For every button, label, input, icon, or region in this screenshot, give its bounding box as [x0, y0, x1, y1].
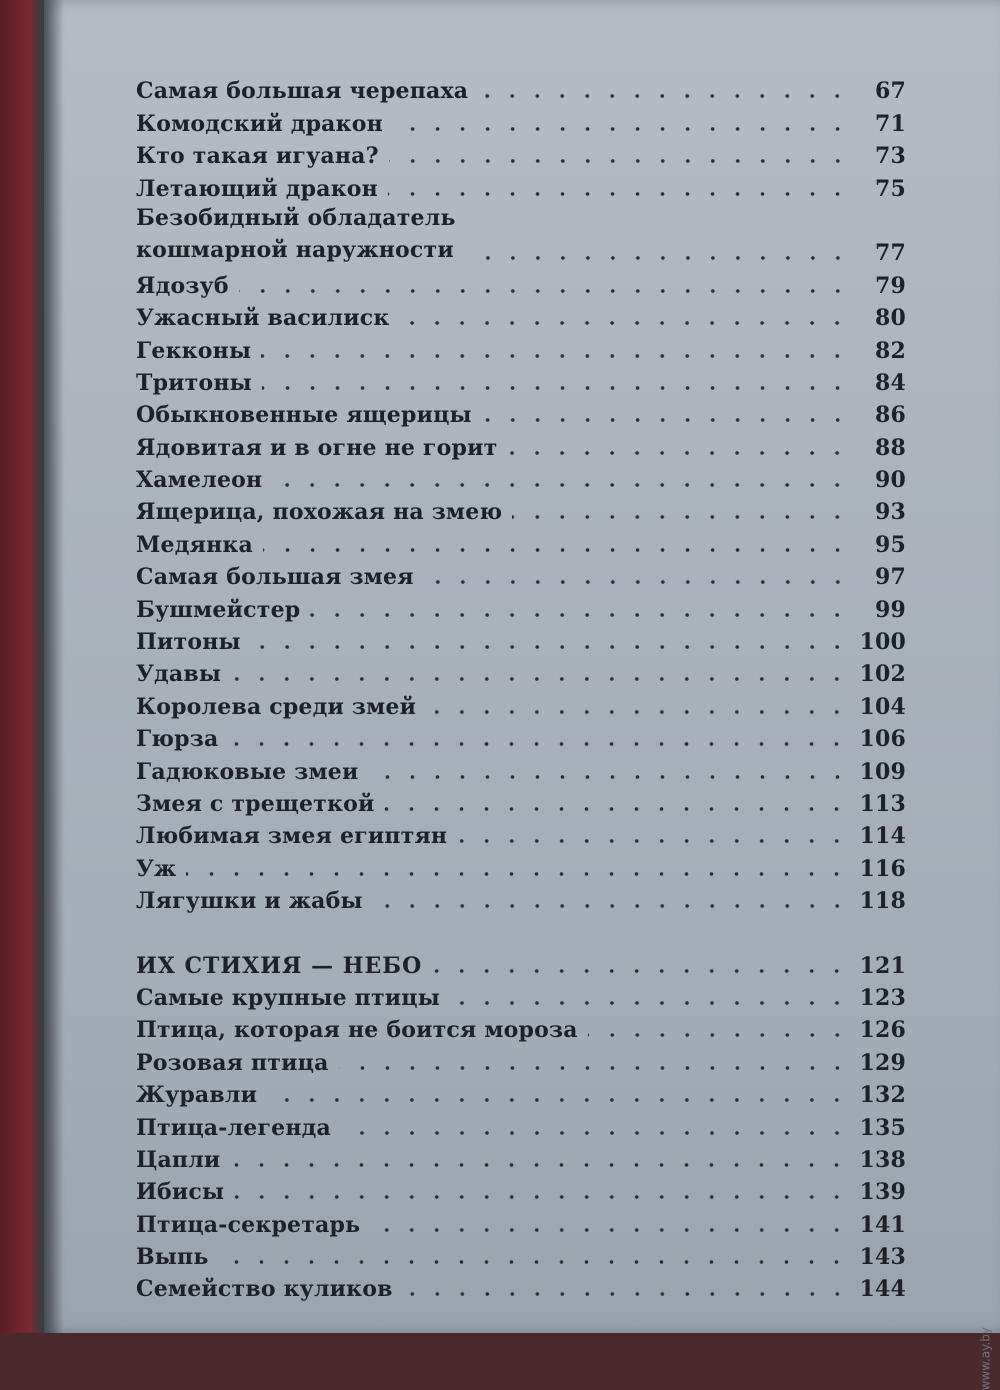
dot-leader: [218, 1260, 849, 1264]
toc-entry-title: Журавли: [136, 1082, 258, 1109]
toc-page-number: 97: [874, 564, 906, 591]
toc-section: [136, 72, 906, 914]
toc-entry-title: Ужасный василиск: [136, 305, 390, 332]
toc-entry-title: Хамелеон: [136, 467, 263, 494]
toc-entry-title: Питоны: [136, 629, 241, 656]
dot-leader: [230, 1163, 849, 1167]
dot-leader: [369, 775, 850, 779]
toc-page-number: 129: [859, 1049, 906, 1076]
dot-leader: [186, 872, 849, 876]
toc-page-number: 90: [874, 467, 906, 494]
dot-leader: [424, 580, 850, 584]
dot-leader: [450, 1001, 849, 1005]
toc-page-number: 100: [859, 629, 906, 656]
toc-entry: [136, 655, 906, 687]
dot-leader: [310, 613, 850, 617]
dot-leader: [403, 1292, 850, 1296]
toc-entry: [136, 979, 906, 1011]
toc-entry-title: Цапли: [136, 1146, 221, 1173]
toc-entry-title: Тритоны: [136, 369, 252, 396]
toc-entry-title: Гекконы: [136, 337, 252, 364]
dot-leader: [370, 1228, 849, 1232]
toc-page-number: 135: [859, 1114, 906, 1141]
dot-leader: [231, 677, 849, 681]
toc-entry: [136, 266, 906, 298]
toc-entry: [136, 525, 906, 557]
toc-entry-title: Королева среди змей: [136, 693, 417, 720]
dot-leader: [251, 645, 850, 649]
toc-entry-title: Удавы: [136, 661, 222, 688]
toc-entry-title: Самая большая черепаха: [136, 78, 469, 105]
dot-leader: [272, 483, 850, 487]
toc-entry: [136, 882, 906, 914]
watermark: www.ay.by: [978, 1327, 992, 1390]
toc-entry-title: Розовая птица: [136, 1049, 329, 1076]
toc-page-number: 118: [859, 888, 906, 915]
toc-entry: [136, 1173, 906, 1205]
dot-leader: [263, 548, 850, 552]
toc-page-number: 126: [859, 1017, 906, 1044]
toc-page-number: 79: [874, 272, 906, 299]
page-edge-shadow: [44, 0, 64, 1333]
dot-leader: [389, 159, 850, 163]
toc-page-number: 102: [859, 661, 906, 688]
toc-entry-title: Ибисы: [136, 1179, 225, 1206]
toc-entry-title-line: кошмарной наружности: [136, 236, 454, 263]
table-of-contents: [136, 72, 906, 1302]
dot-leader: [588, 1033, 850, 1037]
dot-leader: [384, 807, 849, 811]
toc-entry: [136, 1108, 906, 1140]
toc-entry: [136, 1043, 906, 1075]
toc-page-number: 84: [874, 369, 906, 396]
dot-leader: [466, 256, 850, 260]
toc-entry: [136, 752, 906, 784]
toc-entry: [136, 169, 906, 201]
dot-leader: [432, 969, 849, 973]
toc-entry: [136, 590, 906, 622]
dot-leader: [393, 127, 850, 131]
toc-entry: [136, 1076, 906, 1108]
toc-entry: [136, 137, 906, 169]
toc-entry-title: ИХ СТИХИЯ — НЕБО: [136, 952, 423, 979]
toc-entry-title: Ящерица, похожая на змею: [136, 499, 503, 526]
toc-entry-title: Ядовитая и в огне не горит: [136, 434, 498, 461]
toc-page-number: 141: [859, 1211, 906, 1238]
toc-entry-title: Кто такая игуана?: [136, 143, 379, 170]
toc-entry: [136, 202, 906, 267]
toc-page-number: 77: [874, 240, 906, 267]
toc-page-number: 143: [859, 1244, 906, 1271]
toc-entry: [136, 1238, 906, 1270]
toc-page-number: 104: [859, 693, 906, 720]
toc-entry-title: Любимая змея египтян: [136, 823, 448, 850]
dot-leader: [399, 321, 850, 325]
toc-entry: [136, 493, 906, 525]
toc-page-number: 88: [874, 434, 906, 461]
toc-entry-title: Ядозуб: [136, 272, 229, 299]
toc-entry: [136, 364, 906, 396]
toc-entry-title: Самая большая змея: [136, 564, 414, 591]
toc-entry: [136, 1011, 906, 1043]
dot-leader: [512, 515, 850, 519]
toc-entry: [136, 1141, 906, 1173]
toc-entry: [136, 1270, 906, 1302]
toc-entry-title: Самые крупные птицы: [136, 984, 441, 1011]
dot-leader: [478, 94, 850, 98]
dot-leader: [373, 904, 850, 908]
dot-leader: [507, 451, 850, 455]
dot-leader: [339, 1066, 850, 1070]
dot-leader: [239, 289, 850, 293]
toc-page-number: 139: [859, 1179, 906, 1206]
toc-page-number: 75: [874, 175, 906, 202]
toc-entry-title: Медянка: [136, 531, 253, 558]
toc-page-number: 99: [874, 596, 906, 623]
dot-leader: [426, 710, 849, 714]
toc-page-number: 67: [874, 78, 906, 105]
toc-page-number: 116: [859, 855, 906, 882]
toc-entry-title: Змея с трещеткой: [136, 791, 375, 817]
toc-entry: [136, 817, 906, 849]
dot-leader: [457, 839, 849, 843]
toc-page-number: 93: [874, 499, 906, 526]
toc-section: [136, 946, 906, 1302]
toc-entry-title: Птица, которая не боится мороза: [136, 1017, 578, 1044]
toc-entry: [136, 72, 906, 104]
toc-page-number: 95: [874, 531, 906, 558]
toc-page-number: 132: [859, 1082, 906, 1109]
toc-entry: [136, 687, 906, 719]
toc-page-number: 86: [874, 402, 906, 429]
toc-page-number: 144: [859, 1276, 906, 1303]
toc-entry-title: [136, 202, 456, 267]
toc-page-number: 114: [859, 823, 906, 850]
toc-entry-title: Птица-легенда: [136, 1114, 331, 1141]
dot-leader: [228, 742, 849, 746]
toc-entry-title: Выпь: [136, 1244, 209, 1271]
toc-page-number: 138: [859, 1146, 906, 1173]
toc-page-number: 121: [859, 952, 906, 979]
toc-entry-title: Бушмейстер: [136, 596, 301, 623]
dot-leader: [341, 1131, 849, 1135]
toc-entry: [136, 623, 906, 655]
dot-leader: [388, 192, 850, 196]
toc-page-number: 71: [874, 110, 906, 137]
toc-entry-title: Комодский дракон: [136, 110, 383, 137]
toc-entry-title: Лягушки и жабы: [136, 888, 363, 915]
toc-entry: [136, 299, 906, 331]
toc-entry-title: Гадюковые змеи: [136, 758, 359, 785]
toc-entry: [136, 849, 906, 881]
toc-entry-title: Уж: [136, 855, 177, 882]
dot-leader: [262, 386, 850, 390]
toc-page-number: 123: [859, 984, 906, 1011]
toc-page-number: 113: [859, 791, 906, 817]
toc-heading: [136, 946, 906, 978]
toc-entry: [136, 1205, 906, 1237]
toc-entry: [136, 396, 906, 428]
toc-entry-title: Гюрза: [136, 726, 219, 753]
toc-entry-title: Обыкновенные ящерицы: [136, 402, 472, 429]
toc-entry: [136, 720, 906, 752]
toc-entry-title: Птица-секретарь: [136, 1211, 361, 1238]
toc-page-number: 109: [859, 758, 906, 785]
dot-leader: [261, 354, 850, 358]
toc-entry: [136, 428, 906, 460]
toc-entry-title-line: Безобидный обладатель: [136, 204, 456, 231]
dot-leader: [267, 1098, 849, 1102]
dot-leader: [234, 1195, 849, 1199]
toc-page-number: 82: [874, 337, 906, 364]
toc-entry: [136, 104, 906, 136]
toc-entry-title: Летающий дракон: [136, 175, 378, 202]
dot-leader: [482, 418, 850, 422]
toc-entry: [136, 785, 906, 817]
toc-entry: [136, 331, 906, 363]
toc-page-number: 80: [874, 305, 906, 332]
toc-page-number: 106: [859, 726, 906, 753]
toc-entry: [136, 558, 906, 590]
toc-page-number: 73: [874, 143, 906, 170]
toc-entry-title: Семейство куликов: [136, 1276, 393, 1303]
toc-entry: [136, 461, 906, 493]
